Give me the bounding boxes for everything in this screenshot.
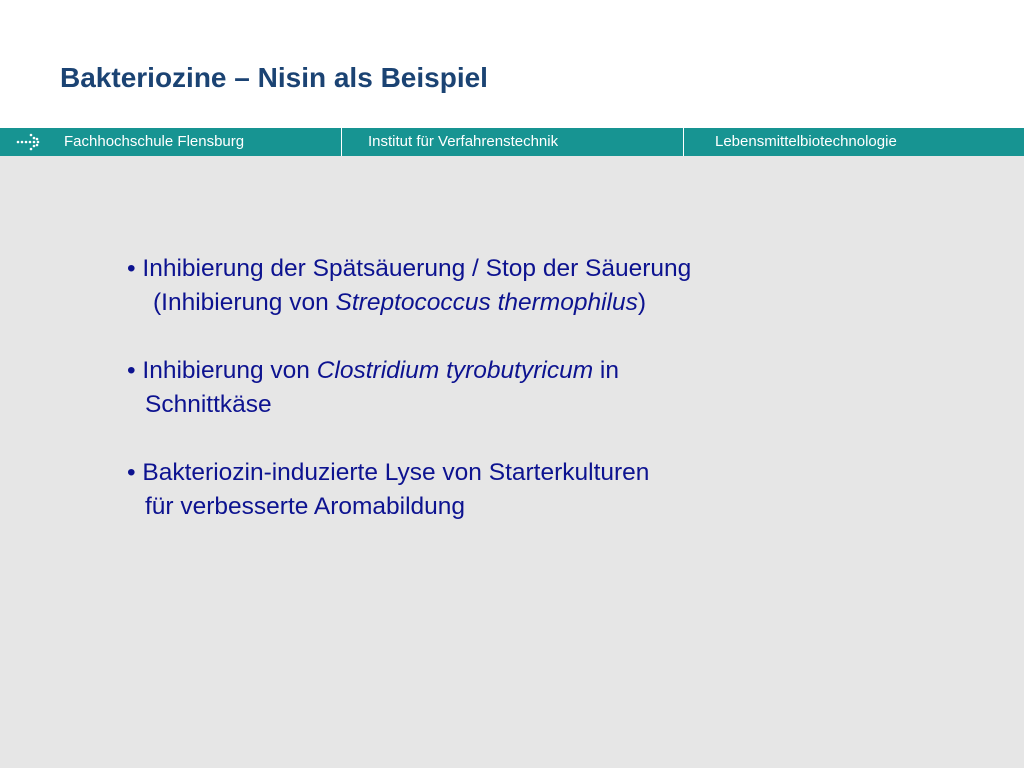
bullet-text: • Inhibierung von — [127, 357, 317, 384]
dotted-arrow-icon — [16, 132, 44, 152]
bullet-item — [127, 252, 847, 320]
bullet-line: • Bakteriozin-induzierte Lyse von Starterkulturen — [127, 459, 650, 486]
header-segment-school: Fachhochschule Flensburg — [64, 133, 245, 150]
header-bar — [0, 128, 1024, 156]
header-segment-department: Lebensmittelbiotechnologie — [715, 133, 897, 150]
bullet-text: in — [593, 357, 619, 384]
header-segment-institute: Institut für Verfahrenstechnik — [368, 133, 559, 150]
bullet-line — [127, 286, 847, 320]
slide-title: Bakteriozine – Nisin als Beispiel — [60, 62, 488, 93]
bullet-line: • Inhibierung der Spätsäuerung / Stop der Säuerung — [127, 255, 692, 282]
content-area — [0, 156, 1024, 768]
bullet-text: (Inhibierung von — [153, 289, 336, 316]
header-divider — [683, 128, 684, 156]
bullet-item — [127, 456, 847, 524]
header-divider — [341, 128, 342, 156]
bullet-list — [127, 252, 847, 558]
bullet-item — [127, 354, 847, 422]
bullet-line: Schnittkäse — [145, 391, 272, 418]
bullet-text: ) — [637, 289, 647, 316]
bullet-line — [127, 354, 847, 388]
species-name: Clostridium tyrobutyricum — [316, 357, 594, 384]
bullet-line: für verbesserte Aromabildung — [145, 493, 466, 520]
species-name: Streptococcus thermophilus — [335, 289, 638, 316]
